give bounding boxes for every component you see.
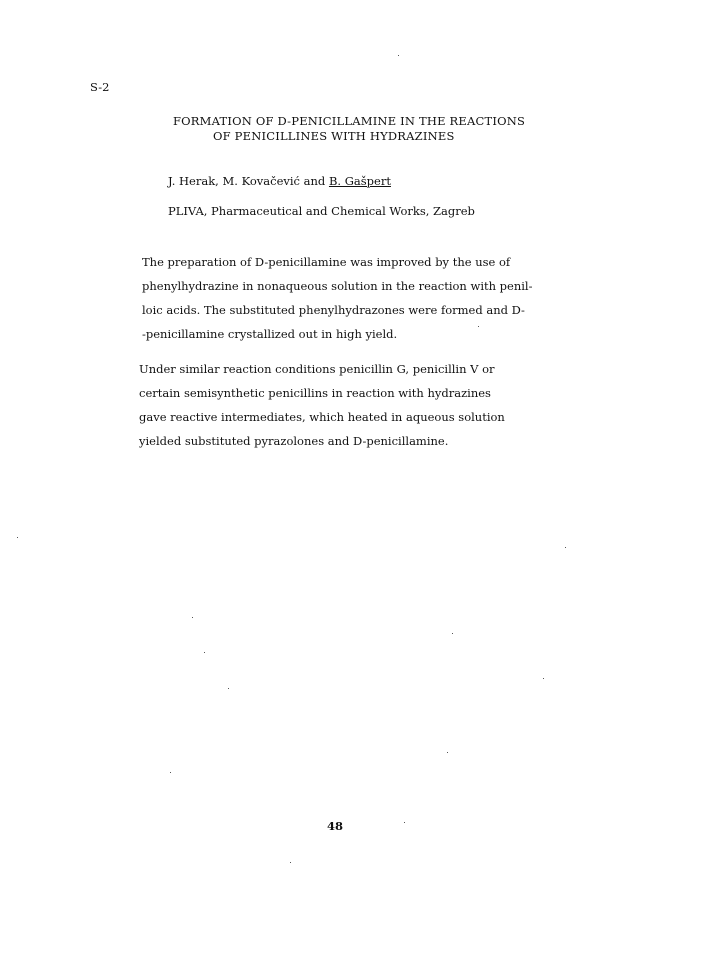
authors: [168, 174, 391, 188]
paragraph2-line: Under similar reaction conditions penicillin G, penicillin V or: [139, 362, 495, 376]
authors-underlined: B. Gašpert: [328, 174, 391, 188]
affiliation: PLIVA, Pharmaceutical and Chemical Works, Zagreb: [168, 204, 475, 218]
paragraph2-line: gave reactive intermediates, which heated in aqueous solution: [139, 410, 505, 424]
title-line-1: FORMATION OF D-PENICILLAMINE IN THE REACTIONS: [173, 114, 526, 128]
paragraph2-line: yielded substituted pyrazolones and D-penicillamine.: [139, 434, 449, 448]
title-line-2: OF PENICILLINES WITH HYDRAZINES: [213, 129, 455, 143]
page-number: 48: [327, 819, 344, 833]
page-label: S-2: [90, 80, 110, 94]
authors-prefix: J. Herak, M. Kovačević and: [168, 174, 329, 188]
paragraph2-line: certain semisynthetic penicillins in reaction with hydrazines: [139, 386, 491, 400]
paragraph1-line: The preparation of D-penicillamine was improved by the use of: [142, 255, 511, 269]
paragraph1-line: -penicillamine crystallized out in high yield.: [142, 327, 398, 341]
paragraph1-line: phenylhydrazine in nonaqueous solution in the reaction with penil-: [142, 279, 533, 293]
paragraph1-line: loic acids. The substituted phenylhydrazones were formed and D-: [142, 303, 525, 317]
